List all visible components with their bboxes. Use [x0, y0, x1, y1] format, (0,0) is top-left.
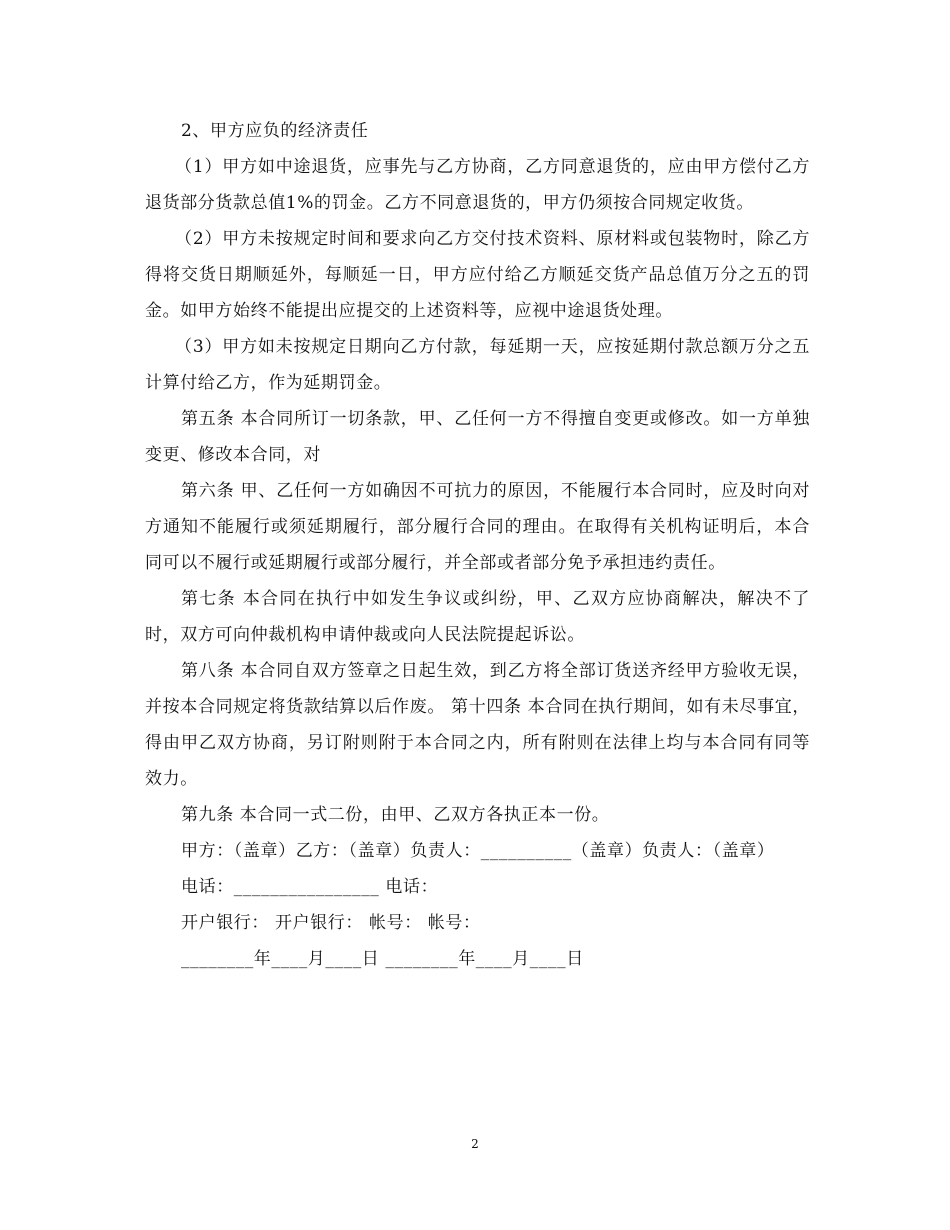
- clause-item-3: （3）甲方如未按规定日期向乙方付款，每延期一天，应按延期付款总额万分之五计算付给乙方，作为延期罚金。: [145, 337, 810, 393]
- bank-account-line: 开户银行： 开户银行： 帐号： 帐号：: [181, 913, 481, 933]
- article-9: 第九条 本合同一式二份，由甲、乙双方各执正本一份。: [181, 805, 610, 825]
- article-8: 第八条 本合同自双方签章之日起生效，到乙方将全部订货送齐经甲方验收无误，并按本合同规定将货款结算以后作废。 第十四条 本合同在执行期间，如有未尽事宜，得由甲乙双方协商，另订附则附于本合同之内，所有附则在法律上均与本合同有同等效力。: [145, 661, 810, 789]
- article-6: 第六条 甲、乙任何一方如确因不可抗力的原因，不能履行本合同时，应及时向对方通知不能履行或须延期履行，部分履行合同的理由。在取得有关机构证明后，本合同可以不履行或延期履行或部分履行，并全部或者部分免予承担违约责任。: [145, 481, 810, 573]
- article-7: 第七条 本合同在执行中如发生争议或纠纷，甲、乙双方应协商解决，解决不了时，双方可向仲裁机构申请仲裁或向人民法院提起诉讼。: [145, 589, 810, 645]
- signature-parties-line: 甲方：（盖章）乙方：（盖章）负责人：__________（盖章）负责人：（盖章）: [181, 841, 775, 861]
- article-5: 第五条 本合同所订一切条款，甲、乙任何一方不得擅自变更或修改。如一方单独变更、修改本合同，对: [145, 409, 810, 465]
- clause-item-1: （1）甲方如中途退货，应事先与乙方协商，乙方同意退货的，应由甲方偿付乙方退货部分货款总值1%的罚金。乙方不同意退货的，甲方仍须按合同规定收货。: [145, 157, 810, 213]
- section-heading: 2、甲方应负的经济责任: [181, 121, 369, 141]
- clause-item-2: （2）甲方未按规定时间和要求向乙方交付技术资料、原材料或包装物时，除乙方得将交货日期顺延外，每顺延一日，甲方应付给乙方顺延交货产品总值万分之五的罚金。如甲方始终不能提出应提交的上述资料等，应视中途退货处理。: [145, 229, 810, 321]
- date-line: ________年____月____日 ________年____月____日: [181, 949, 584, 969]
- document-body: [145, 113, 810, 977]
- page-number: 2: [471, 1137, 479, 1151]
- phone-line: 电话：________________ 电话：: [181, 877, 439, 897]
